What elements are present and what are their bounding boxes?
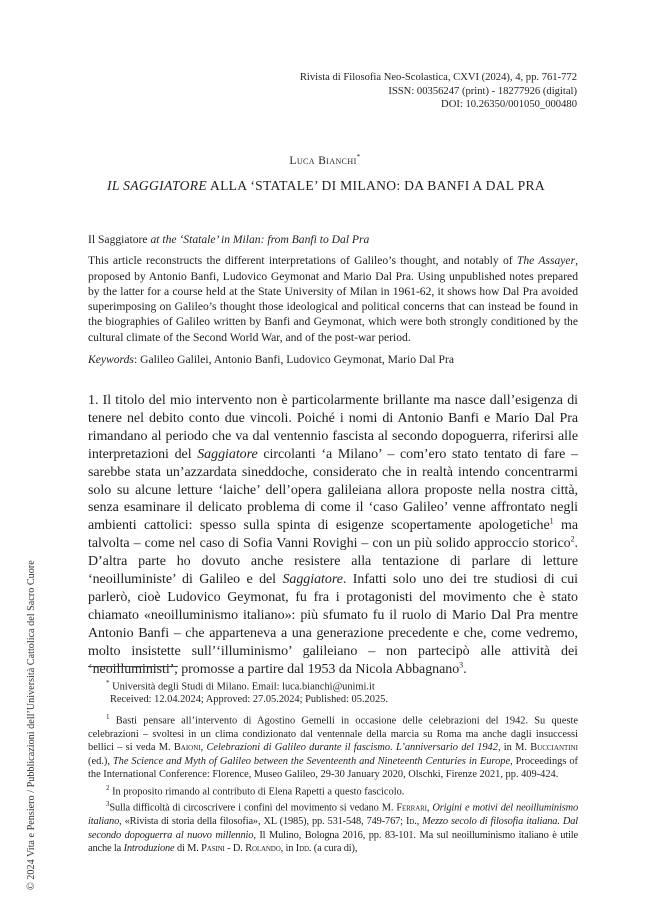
affiliation-footnote xyxy=(106,677,576,706)
copyright-sidebar: © 2024 Vita e Pensiero / Pubblicazioni dell’Università Cattolica del Sacro Cuore xyxy=(26,560,37,890)
footnote-italic: The Science and Myth of Galileo between the Seventeenth and Nineteenth Centuries in Europe xyxy=(112,755,511,767)
title-rest: ALLA ‘STATALE’ DI MILANO: DA BANFI A DAL PRA xyxy=(207,178,545,193)
english-title xyxy=(88,232,578,247)
abstract-text xyxy=(88,253,578,345)
issn-line: ISSN: 00356247 (print) - 18277926 (digital) xyxy=(388,85,577,97)
affiliation-line xyxy=(106,677,576,693)
keywords-line xyxy=(88,352,578,367)
abstract-text-part: , proposed by Antonio Banfi, Ludovico Geymonat and Mario Dal Pra. Using unpublished notes prepared by the latter for a course held at the State University of Milan in 1961-62, it shows how Dal Pra avoided superimposing on Galileo’s thought those ideological and political concerns that can instead be found in the biographies of Galileo written by Banfi and Geymonat, which were both strongly conditioned by the cultural climate of the Second World War, and of the post-war period. xyxy=(88,254,578,344)
keywords-label: Keywords xyxy=(88,353,134,367)
abstract-italic: The Assayer xyxy=(516,254,576,268)
footnote-ref[interactable]: 2 xyxy=(570,534,575,544)
english-title-work: Il Saggiatore xyxy=(88,233,148,246)
footnote-text: , Il Mulino, Bologna 2016, pp. 83-101. Ma sul neoilluminismo italiano è utile anche la xyxy=(88,829,578,855)
author-smallcaps: Bucciantini xyxy=(530,742,578,754)
footnote-text: di M. xyxy=(174,843,202,855)
author-smallcaps: Pasini xyxy=(201,843,225,855)
keywords-list: : Galileo Galilei, Antonio Banfi, Ludovico Geymonat, Mario Dal Pra xyxy=(133,353,455,367)
footnote-mark: 1 xyxy=(106,713,110,721)
journal-header xyxy=(157,71,577,112)
footnote-italic: Origini e motivi del neoilluminismo italiano xyxy=(88,802,579,828)
footnote-1 xyxy=(88,711,578,782)
author-smallcaps: Rolando xyxy=(245,843,281,855)
footnote-text: , Proceedings of the International Conference: Florence, Museo Galileo, 29-30 January 2020, Olschki, Firenze 2021, pp. 409-424. xyxy=(88,755,578,781)
paragraph-text: 1. Il titolo del mio intervento non è particolarmente brillante ma nasce dall’esigenza di tenere nel debito conto due vincoli. Poiché i nomi di Antonio Banfi e Mario Dal Pra rimandano al periodo che va dal ventennio fascista al secondo dopoguerra, riferirsi alle interpretazioni del xyxy=(88,393,578,462)
italic-work-title: Saggiatore xyxy=(282,572,343,588)
footnote-text: , in xyxy=(280,843,296,855)
footnote-ref[interactable]: 1 xyxy=(549,516,554,526)
author-name-line xyxy=(0,153,650,167)
footnote-3 xyxy=(88,798,578,855)
abstract-text-part: This article reconstructs the different interpretations of Galileo’s thought, and notably of xyxy=(88,254,517,268)
affiliation-text: Università degli Studi di Milano. Email: luca.bianchi@unimi.it xyxy=(109,681,375,693)
paragraph-text: circolanti ‘a Milano’ – com’ero stato tentato di fare – sarebbe stata un’azzardata sineddoche, considerato che in realtà intendo concentrarmi solo su alcune letture ‘laiche’ dell’opera galileiana allora proposte nella nostra città, senza esaminare il delicato problema di come il ‘caso Galileo’ venne affrontato negli ambienti cattolici: spesso sulla spinta di esigenze scopertamente apologetiche xyxy=(88,446,578,534)
article-title xyxy=(76,178,576,194)
author-smallcaps: Id. xyxy=(405,816,417,828)
doi-line: DOI: 10.26350/001050_000480 xyxy=(441,99,577,111)
paragraph-text: . D’altra parte ho dovuto anche resistere alla tentazione di parlare di letture ‘neoilluministe’ di Galileo e del xyxy=(88,536,578,588)
footnote-2 xyxy=(88,782,578,799)
footnote-text: (ed.), xyxy=(88,755,113,767)
footnote-text: (a cura di), xyxy=(311,843,358,855)
footnote-text: , xyxy=(416,816,423,828)
footnotes-block xyxy=(88,711,578,855)
footnote-text: - D. xyxy=(224,843,246,855)
footnote-mark: * xyxy=(106,679,110,687)
footnote-text: Sulla difficoltà di circoscrivere i confini del movimento si vedano M. xyxy=(109,802,397,814)
paragraph-text: . xyxy=(463,661,467,677)
journal-citation: Rivista di Filosofia Neo-Scolastica, CXVI (2024), 4, pp. 761-772 xyxy=(299,72,577,83)
abstract-block xyxy=(88,232,578,367)
footnote-text: Basti pensare all’intervento di Agostino Gemelli in occasione delle celebrazioni del 1942. Su queste celebrazioni – svoltesi in un clima condizionato dal ventennale della marcia su Roma ma anche dagli insuccessi bellici – si veda M. xyxy=(88,715,578,754)
footnote-mark: 2 xyxy=(106,783,110,792)
english-title-rest: at the ‘Statale’ in Milan: from Banfi to Dal Pra xyxy=(147,233,370,246)
dates-line: Received: 12.04.2024; Approved: 27.05.2024; Published: 05.2025. xyxy=(110,694,388,706)
author-name: Luca Bianchi xyxy=(289,154,357,167)
italic-work-title: Saggiatore xyxy=(197,446,258,462)
paragraph-text: . Infatti solo uno dei tre studiosi di cui parlerò, cioè Ludovico Geymonat, fu fra i protagonisti del movimento che è stato chiamato «neoilluminismo italiano»: più sfumato fu il ruolo di Mario Dal Pra mentre Antonio Banfi – che apparteneva a una generazione precedente e che, come vedremo, molto insistette sull’‘illuminismo’ galileiano – non partecipò alle attività dei ‘neoilluministi’, promosse a partire dal 1953 da Nicola Abbagnano xyxy=(88,572,579,677)
main-paragraph xyxy=(88,392,578,679)
footnote-text: In proposito rimando al contributo di Elena Rapetti a questo fascicolo. xyxy=(109,785,405,797)
author-smallcaps: Baioni xyxy=(173,742,201,754)
footnote-italic: Celebrazioni di Galileo durante il fascismo. L’anniversario del 1942 xyxy=(206,742,498,754)
author-smallcaps: Idd. xyxy=(295,843,312,855)
title-italic: IL SAGGIATORE xyxy=(107,178,207,193)
author-footnote-mark: * xyxy=(356,153,361,161)
footnote-mark: 3 xyxy=(106,800,110,809)
footnote-ref[interactable]: 3 xyxy=(459,659,464,669)
footnote-italic: Mezzo secolo di filosofia italiana. Dal secondo dopoguerra al nuovo millennio xyxy=(88,816,578,841)
paragraph-text: ma talvolta – come nel caso di Sofia Vanni Rovighi – con un più solido approccio storico xyxy=(88,518,578,552)
footnote-italic: Introduzione xyxy=(123,843,175,855)
footnote-separator xyxy=(88,666,178,667)
footnote-text: , xyxy=(200,742,207,754)
footnote-text: , «Rivista di storia della filosofia», XL (1985), pp. 531-548, 749-767; xyxy=(119,816,406,828)
footnote-text: , in M. xyxy=(497,742,531,754)
footnote-text: , xyxy=(426,802,433,814)
author-smallcaps: Ferrari xyxy=(396,802,427,814)
